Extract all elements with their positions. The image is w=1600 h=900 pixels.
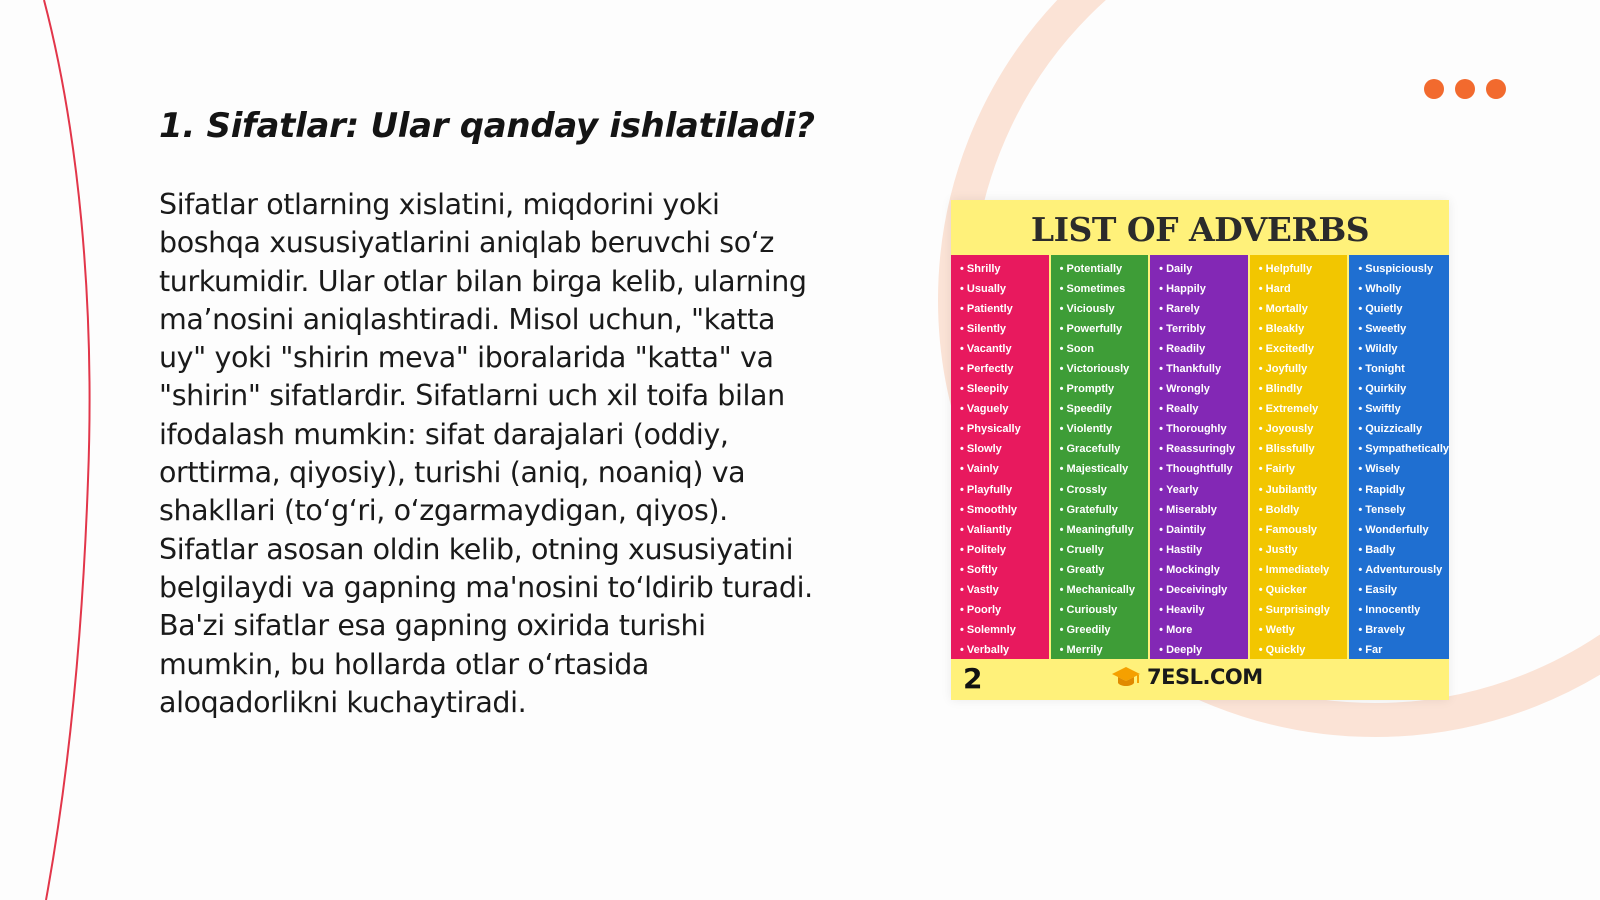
adverb-word: • Famously: [1259, 520, 1348, 540]
adverb-column: [1150, 255, 1250, 659]
image-page-number: 2: [963, 662, 983, 695]
adverb-word: • Excitedly: [1259, 339, 1348, 359]
adverb-word: • Daily: [1159, 259, 1248, 279]
adverb-word: • Blindly: [1259, 379, 1348, 399]
adverb-word: • Cruelly: [1060, 540, 1149, 560]
left-accent-line: [44, 0, 90, 900]
adverb-word: • Curiously: [1060, 600, 1149, 620]
adverb-word: • Readily: [1159, 339, 1248, 359]
adverb-word: • Softly: [960, 560, 1049, 580]
adverb-word: • Miserably: [1159, 500, 1248, 520]
adverb-word: • Bravely: [1358, 620, 1449, 640]
adverb-word: • Majestically: [1060, 459, 1149, 479]
adverb-word: • Merrily: [1060, 640, 1149, 660]
adverb-word: • Deeply: [1159, 640, 1248, 660]
adverb-word: • Quicker: [1259, 580, 1348, 600]
adverb-word: • Meaningfully: [1060, 520, 1149, 540]
adverb-word: • More: [1159, 620, 1248, 640]
adverb-word: • Sometimes: [1060, 279, 1149, 299]
adverb-word: • Badly: [1358, 540, 1449, 560]
adverb-word: • Crossly: [1060, 480, 1149, 500]
adverb-word: • Slowly: [960, 439, 1049, 459]
adverb-word: • Thoughtfully: [1159, 459, 1248, 479]
adverb-word: • Verbally: [960, 640, 1049, 660]
adverb-word: • Potentially: [1060, 259, 1149, 279]
slide-body-text: Sifatlar otlarning xislatini, miqdorini yoki boshqa xususiyatlarini aniqlab beruvchi so‘z turkumidir. Ular otlar bilan birga kelib, ularning ma’nosini aniqlashtiradi. Misol uchun, "katta uy" yoki "shirin meva" iboralarida "katta" va "shirin" sifatlardir. Sifatlarni uch xil toifa bilan ifodalash mumkin: sifat darajalari (oddiy, orttirma, qiyosiy), turishi (aniq, noaniq) va shakllari (to‘g‘ri, o‘zgarmaydigan, qiyos). Sifatlar asosan oldin kelib, otning xususiyatini belgilaydi va gapning ma'nosini to‘ldirib turadi. Ba'zi sifatlar esa gapning oxirida turishi mumkin, bu hollarda otlar o‘rtasida aloqadorlikni kuchaytiradi.: [159, 188, 813, 719]
adverb-word: • Wisely: [1358, 459, 1449, 479]
adverb-word: • Wholly: [1358, 279, 1449, 299]
adverb-word: • Thoroughly: [1159, 419, 1248, 439]
adverb-word: • Hard: [1259, 279, 1348, 299]
adverb-word: • Hastily: [1159, 540, 1248, 560]
menu-dots: [1424, 79, 1506, 99]
adverb-word: • Heavily: [1159, 600, 1248, 620]
adverb-word: • Immediately: [1259, 560, 1348, 580]
adverb-word: • Terribly: [1159, 319, 1248, 339]
adverb-word: • Innocently: [1358, 600, 1449, 620]
adverb-word: • Viciously: [1060, 299, 1149, 319]
adverb-word: • Reassuringly: [1159, 439, 1248, 459]
adverb-word: • Wetly: [1259, 620, 1348, 640]
adverb-word: • Quirkily: [1358, 379, 1449, 399]
adverb-word: • Sweetly: [1358, 319, 1449, 339]
list-of-adverbs-image: [951, 200, 1449, 700]
adverb-word: • Swiftly: [1358, 399, 1449, 419]
adverb-column: [1349, 255, 1449, 659]
adverb-column: [1250, 255, 1350, 659]
adverb-word: • Gratefully: [1060, 500, 1149, 520]
adverb-word: • Suspiciously: [1358, 259, 1449, 279]
adverb-word: • Rapidly: [1358, 480, 1449, 500]
adverb-word: • Surprisingly: [1259, 600, 1348, 620]
adverb-word: • Promptly: [1060, 379, 1149, 399]
adverb-word: • Playfully: [960, 480, 1049, 500]
adverb-word: • Quietly: [1358, 299, 1449, 319]
adverb-word: • Fairly: [1259, 459, 1348, 479]
adverb-word: • Tonight: [1358, 359, 1449, 379]
adverb-word: • Poorly: [960, 600, 1049, 620]
image-footer: [951, 659, 1449, 700]
adverb-word: • Far: [1358, 640, 1449, 660]
adverb-word: • Easily: [1358, 580, 1449, 600]
adverb-word: • Politely: [960, 540, 1049, 560]
adverb-column: [1051, 255, 1151, 659]
dot-icon: [1424, 79, 1444, 99]
adverb-word: • Adventurously: [1358, 560, 1449, 580]
adverb-word: • Solemnly: [960, 620, 1049, 640]
adverb-word: • Soon: [1060, 339, 1149, 359]
adverb-word: • Rarely: [1159, 299, 1248, 319]
adverb-word: • Smoothly: [960, 500, 1049, 520]
adverb-word: • Joyfully: [1259, 359, 1348, 379]
adverb-word: • Vaguely: [960, 399, 1049, 419]
adverb-word: • Helpfully: [1259, 259, 1348, 279]
adverb-word: • Blissfully: [1259, 439, 1348, 459]
adverb-word: • Usually: [960, 279, 1049, 299]
adverb-word: • Valiantly: [960, 520, 1049, 540]
adverb-word: • Mechanically: [1060, 580, 1149, 600]
adverb-columns: [951, 255, 1449, 659]
image-header: LIST OF ADVERBS: [1030, 210, 1370, 249]
adverb-word: • Perfectly: [960, 359, 1049, 379]
adverb-word: • Silently: [960, 319, 1049, 339]
brand-logo: [1111, 665, 1263, 689]
adverb-word: • Speedily: [1060, 399, 1149, 419]
adverb-word: • Powerfully: [1060, 319, 1149, 339]
graduation-cap-icon: [1111, 665, 1141, 689]
adverb-word: • Vacantly: [960, 339, 1049, 359]
adverb-word: • Sympathetically: [1358, 439, 1449, 459]
adverb-word: • Boldly: [1259, 500, 1348, 520]
adverb-word: • Violently: [1060, 419, 1149, 439]
adverb-word: • Yearly: [1159, 480, 1248, 500]
adverb-word: • Greatly: [1060, 560, 1149, 580]
adverb-word: • Quickly: [1259, 640, 1348, 660]
adverb-word: • Daintily: [1159, 520, 1248, 540]
adverb-word: • Quizzically: [1358, 419, 1449, 439]
adverb-word: • Deceivingly: [1159, 580, 1248, 600]
adverb-column: [951, 255, 1051, 659]
dot-icon: [1455, 79, 1475, 99]
adverb-word: • Really: [1159, 399, 1248, 419]
adverb-word: • Extremely: [1259, 399, 1348, 419]
adverb-word: • Jubilantly: [1259, 480, 1348, 500]
dot-icon: [1486, 79, 1506, 99]
adverb-word: • Mockingly: [1159, 560, 1248, 580]
adverb-word: • Joyously: [1259, 419, 1348, 439]
adverb-word: • Victoriously: [1060, 359, 1149, 379]
adverb-word: • Bleakly: [1259, 319, 1348, 339]
adverb-word: • Wonderfully: [1358, 520, 1449, 540]
adverb-word: • Physically: [960, 419, 1049, 439]
adverb-word: • Mortally: [1259, 299, 1348, 319]
brand-text: 7ESL.COM: [1147, 665, 1263, 689]
adverb-word: • Thankfully: [1159, 359, 1248, 379]
adverb-word: • Wildly: [1358, 339, 1449, 359]
adverb-word: • Vastly: [960, 580, 1049, 600]
adverb-word: • Gracefully: [1060, 439, 1149, 459]
adverb-word: • Justly: [1259, 540, 1348, 560]
adverb-word: • Wrongly: [1159, 379, 1248, 399]
adverb-word: • Sleepily: [960, 379, 1049, 399]
adverb-word: • Shrilly: [960, 259, 1049, 279]
adverb-word: • Happily: [1159, 279, 1248, 299]
slide-title: 1. Sifatlar: Ular qanday ishlatiladi?: [159, 106, 815, 146]
adverb-word: • Greedily: [1060, 620, 1149, 640]
adverb-word: • Tensely: [1358, 500, 1449, 520]
adverb-word: • Patiently: [960, 299, 1049, 319]
adverb-word: • Vainly: [960, 459, 1049, 479]
